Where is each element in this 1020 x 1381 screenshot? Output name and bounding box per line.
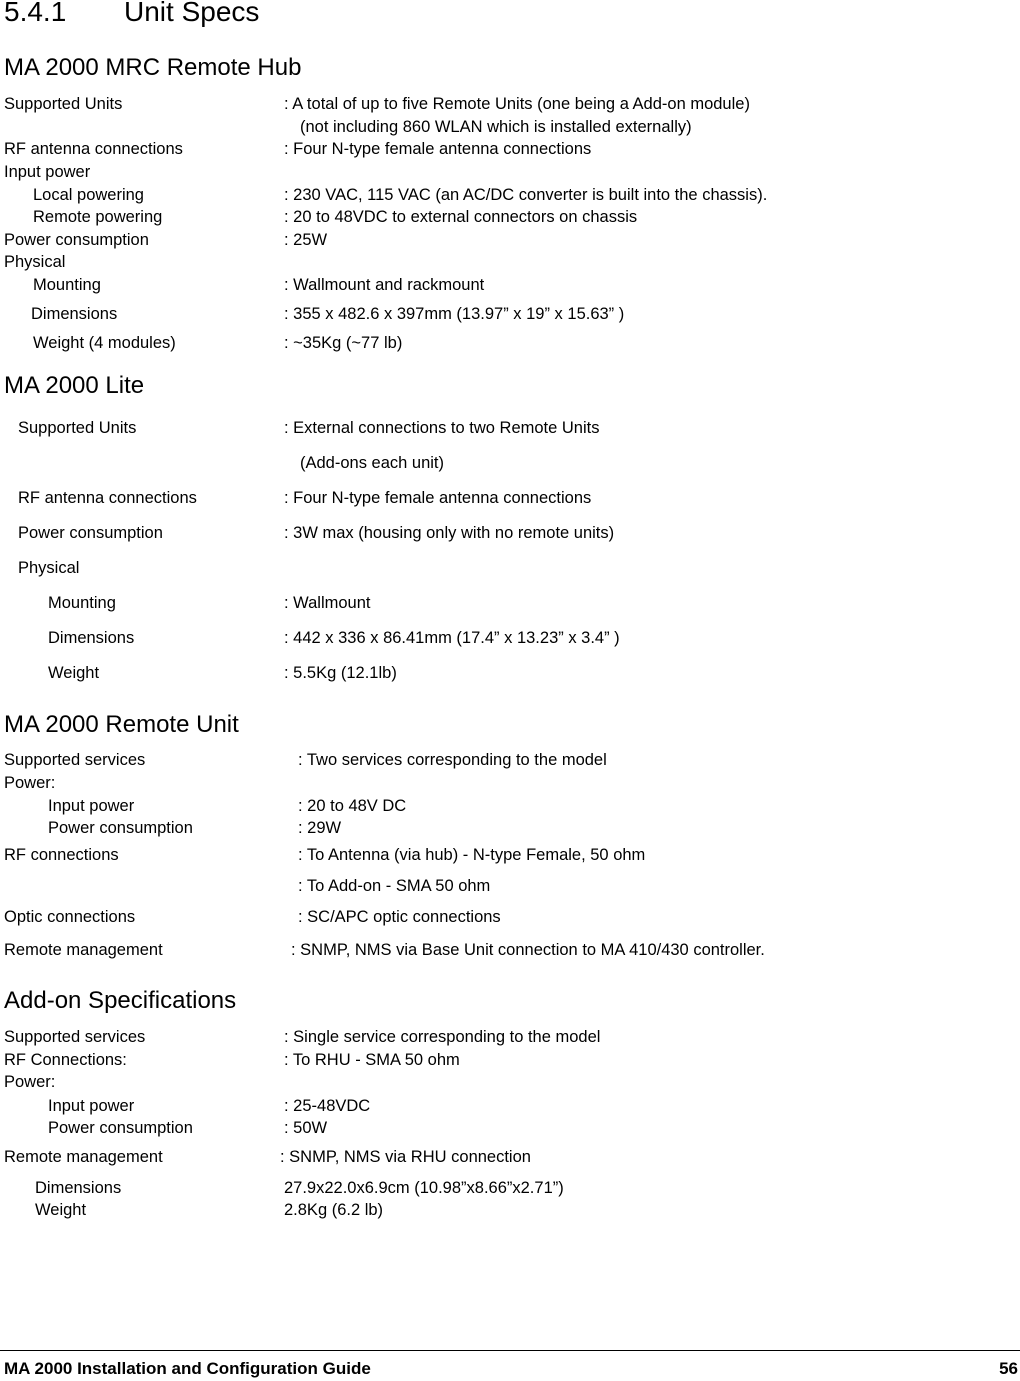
hub-spec-value: : A total of up to five Remote Units (one being a Add-on module) (284, 95, 750, 113)
remote-spec-value: : Two services corresponding to the model (298, 751, 607, 769)
lite-spec-label: Supported Units (18, 419, 137, 437)
lite-spec-row (0, 487, 1020, 509)
lite-spec-label: RF antenna connections (18, 489, 197, 507)
lite-spec-row (0, 662, 1020, 684)
remote-spec-label: Power: (4, 774, 56, 792)
addon-spec-value: : Single service corresponding to the model (284, 1028, 601, 1046)
remote-spec-row (0, 906, 1020, 928)
lite-spec-label: Physical (18, 559, 80, 577)
remote-spec-label: Supported services (4, 751, 146, 769)
hub-spec-label: Dimensions (31, 305, 118, 323)
section-heading (4, 0, 259, 28)
addon-spec-row (0, 1095, 1020, 1117)
addon-spec-row (0, 1146, 1020, 1168)
hub-spec-row (0, 206, 1020, 228)
lite-spec-label: Dimensions (48, 629, 135, 647)
addon-spec-label: Weight (35, 1201, 87, 1219)
lite-spec-row (0, 557, 1020, 579)
lite-spec-row (0, 417, 1020, 439)
hub-spec-value: : 25W (284, 231, 328, 249)
hub-spec-label: Local powering (33, 186, 144, 204)
hub-spec-row (0, 161, 1020, 183)
section-title: Unit Specs (124, 0, 260, 27)
addon-spec-value: : 25-48VDC (284, 1097, 371, 1115)
addon-spec-label: Input power (48, 1097, 135, 1115)
lite-spec-value: : 3W max (housing only with no remote units) (284, 524, 615, 542)
lite-heading: MA 2000 Lite (4, 372, 145, 399)
addon-spec-label: Power consumption (48, 1119, 193, 1137)
lite-spec-value: : External connections to two Remote Units (284, 419, 600, 437)
hub-spec-row (0, 116, 1020, 138)
hub-spec-row (0, 274, 1020, 296)
hub-spec-row (0, 251, 1020, 273)
remote-spec-label: Input power (48, 797, 135, 815)
remote-spec-value: : SNMP, NMS via Base Unit connection to MA 410/430 controller. (291, 941, 765, 959)
hub-spec-label: Mounting (33, 276, 101, 294)
addon-spec-row (0, 1026, 1020, 1048)
addon-spec-label: Remote management (4, 1148, 163, 1166)
remote-spec-row (0, 772, 1020, 794)
remote-spec-label: Remote management (4, 941, 163, 959)
section-number: 5.4.1 (4, 0, 67, 27)
lite-spec-label: Weight (48, 664, 100, 682)
hub-spec-label: Supported Units (4, 95, 123, 113)
remote-spec-value: : To Antenna (via hub) - N-type Female, 50 ohm (298, 846, 646, 864)
addon-spec-row (0, 1049, 1020, 1071)
hub-spec-label: RF antenna connections (4, 140, 183, 158)
addon-spec-value: : SNMP, NMS via RHU connection (280, 1148, 531, 1166)
hub-spec-label: Weight (4 modules) (33, 334, 176, 352)
hub-spec-value: (not including 860 WLAN which is installed externally) (300, 118, 692, 136)
lite-spec-value: : 442 x 336 x 86.41mm (17.4” x 13.23” x 3.4” ) (284, 629, 620, 647)
remote-spec-value: : SC/APC optic connections (298, 908, 501, 926)
lite-spec-row (0, 592, 1020, 614)
lite-spec-row (0, 452, 1020, 474)
remote-spec-row (0, 875, 1020, 897)
addon-spec-label: RF Connections: (4, 1051, 127, 1069)
hub-spec-value: : ~35Kg (~77 lb) (284, 334, 403, 352)
hub-spec-value: : 20 to 48VDC to external connectors on chassis (284, 208, 638, 226)
hub-spec-row (0, 332, 1020, 354)
hub-spec-row (0, 184, 1020, 206)
lite-spec-value: (Add-ons each unit) (300, 454, 444, 472)
remote-spec-value: : To Add-on - SMA 50 ohm (298, 877, 491, 895)
lite-spec-value: : Four N-type female antenna connections (284, 489, 592, 507)
lite-spec-label: Mounting (48, 594, 116, 612)
lite-spec-value: : Wallmount (284, 594, 371, 612)
lite-spec-label: Power consumption (18, 524, 163, 542)
hub-spec-value: : 355 x 482.6 x 397mm (13.97” x 19” x 15.63” ) (284, 305, 625, 323)
remote-spec-label: Power consumption (48, 819, 193, 837)
hub-spec-label: Power consumption (4, 231, 149, 249)
lite-spec-row (0, 522, 1020, 544)
hub-spec-row (0, 93, 1020, 115)
remote-spec-value: : 29W (298, 819, 342, 837)
remote-spec-label: RF connections (4, 846, 119, 864)
hub-spec-value: : 230 VAC, 115 VAC (an AC/DC converter is built into the chassis). (284, 186, 768, 204)
remote-spec-row (0, 749, 1020, 771)
hub-spec-value: : Four N-type female antenna connections (284, 140, 592, 158)
hub-heading: MA 2000 MRC Remote Hub (4, 54, 302, 81)
addon-spec-row (0, 1071, 1020, 1093)
remote-unit-heading: MA 2000 Remote Unit (4, 711, 239, 738)
addon-spec-row (0, 1117, 1020, 1139)
addon-spec-value: : 50W (284, 1119, 328, 1137)
hub-spec-row (0, 138, 1020, 160)
addon-spec-value: : To RHU - SMA 50 ohm (284, 1051, 460, 1069)
hub-spec-value: : Wallmount and rackmount (284, 276, 485, 294)
remote-spec-row (0, 817, 1020, 839)
remote-spec-label: Optic connections (4, 908, 136, 926)
footer-divider (0, 1350, 1020, 1351)
addon-spec-row (0, 1199, 1020, 1221)
remote-spec-row (0, 844, 1020, 866)
addon-spec-value: 27.9x22.0x6.9cm (10.98”x8.66”x2.71”) (284, 1179, 564, 1197)
remote-spec-row (0, 939, 1020, 961)
hub-spec-label: Input power (4, 163, 91, 181)
hub-spec-label: Physical (4, 253, 66, 271)
addon-heading: Add-on Specifications (4, 987, 237, 1014)
footer-guide-title: MA 2000 Installation and Configuration Guide (4, 1359, 371, 1378)
addon-spec-value: 2.8Kg (6.2 lb) (284, 1201, 384, 1219)
remote-spec-value: : 20 to 48V DC (298, 797, 407, 815)
lite-spec-row (0, 627, 1020, 649)
hub-spec-label: Remote powering (33, 208, 163, 226)
footer-page-number: 56 (999, 1359, 1018, 1378)
addon-spec-label: Supported services (4, 1028, 146, 1046)
addon-spec-row (0, 1177, 1020, 1199)
hub-spec-row (0, 229, 1020, 251)
addon-spec-label: Power: (4, 1073, 56, 1091)
remote-spec-row (0, 795, 1020, 817)
addon-spec-label: Dimensions (35, 1179, 122, 1197)
hub-spec-row (0, 303, 1020, 325)
lite-spec-value: : 5.5Kg (12.1lb) (284, 664, 397, 682)
